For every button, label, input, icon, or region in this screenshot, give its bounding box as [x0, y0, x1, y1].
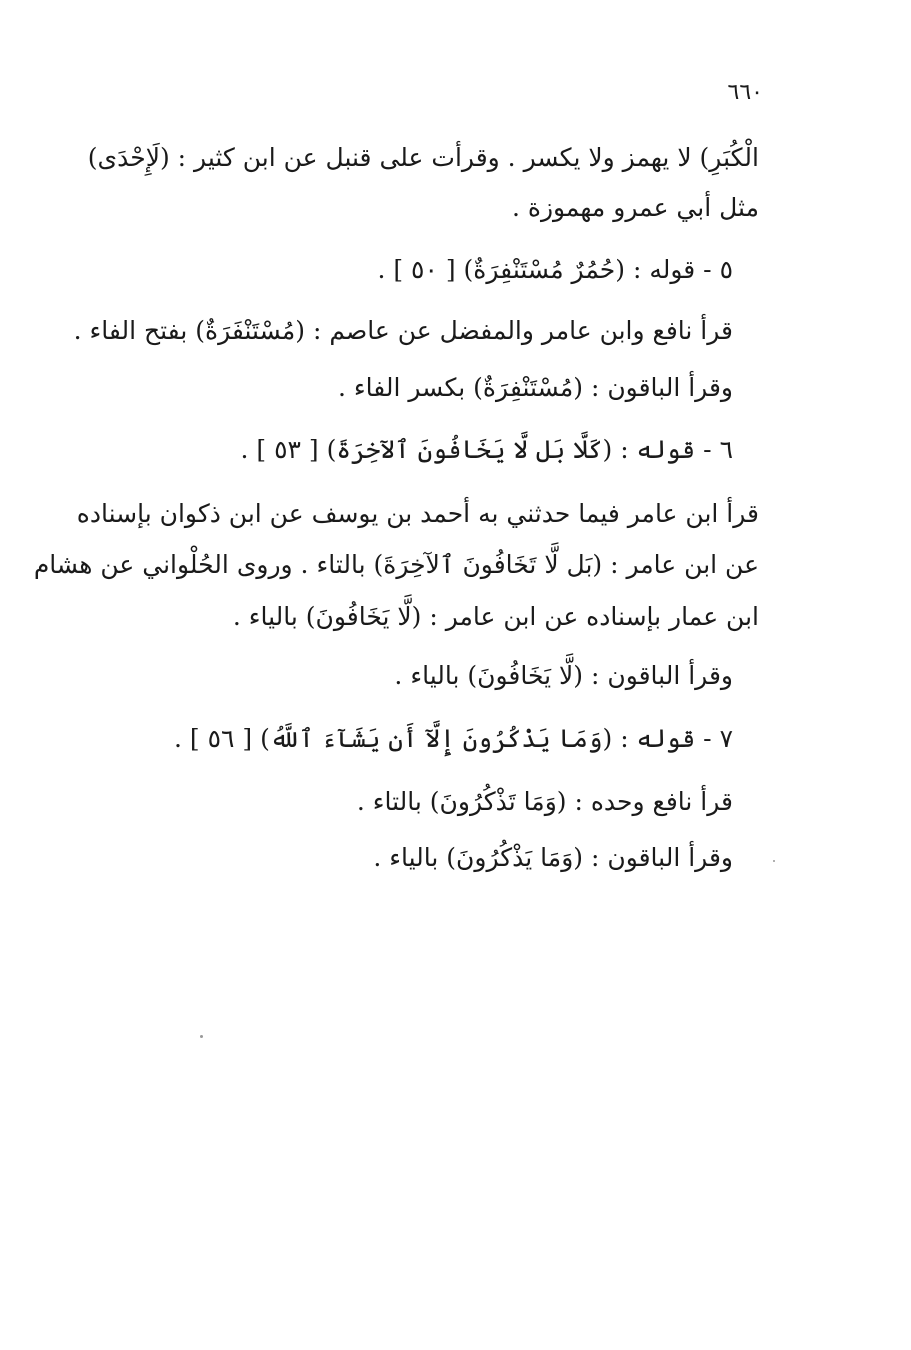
text-line-reading-others: وقرأ الباقون : (مُسْتَنْفِرَةٌ) بكسر الفاء . — [337, 373, 733, 402]
verse-heading-6: ٦ - قوله : (كَلَّا بَل لَّا يَخَافُونَ ٱلآخِرَةَ) [ ٥٣ ] . — [240, 435, 733, 464]
text-line-reading-others-7: وقرأ الباقون : (وَمَا يَذْكُرُونَ) بالياء . — [373, 843, 733, 872]
page-number: ٦٦٠ — [727, 80, 763, 105]
text-line-reading-nafi: قرأ نافع وابن عامر والمفضل عن عاصم : (مُسْتَنْفَرَةٌ) بفتح الفاء . — [73, 316, 733, 345]
verse-heading-5: ٥ - قوله : (حُمُرٌ مُسْتَنْفِرَةٌ) [ ٥٠ ] . — [377, 255, 733, 284]
text-line-reading-others-6: وقرأ الباقون : (لَّا يَخَافُونَ) بالياء . — [394, 661, 733, 690]
text-line-ibn-amir-1: قرأ ابن عامر فيما حدثني به أحمد بن يوسف عن ابن ذكوان بإسناده — [76, 499, 759, 528]
text-line-ibn-amir-3: ابن عمار بإسناده عن ابن عامر : (لَّا يَخَافُونَ) بالياء . — [232, 602, 759, 631]
verse-heading-7: ٧ - قوله : (وَمَا يَذْكُرُونَ إِلَّآ أَن يَشَآءَ ٱللَّهُ) [ ٥٦ ] . — [174, 724, 733, 753]
text-line-ibn-amir-2: عن ابن عامر : (بَل لَّا تَخَافُونَ ٱلآخِرَةَ) بالتاء . وروى الحُلْواني عن هشام — [33, 550, 759, 579]
text-line-2: مثل أبي عمرو مهموزة . — [511, 193, 759, 222]
text-line-1: الْكُبَرِ) لا يهمز ولا يكسر . وقرأت على قنبل عن ابن كثير : (لَإِحْدَى) — [87, 143, 759, 172]
paper-speck — [200, 1035, 203, 1038]
paper-speck — [773, 860, 775, 862]
text-line-reading-nafi-7: قرأ نافع وحده : (وَمَا تَذْكُرُونَ) بالتاء . — [356, 787, 733, 816]
